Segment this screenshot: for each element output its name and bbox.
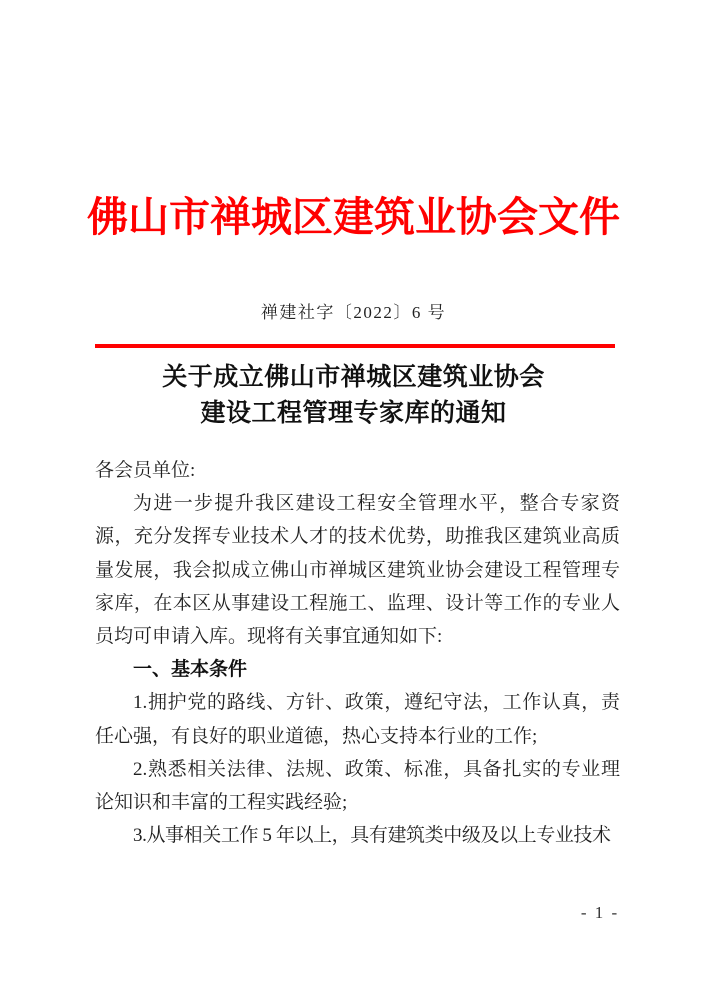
condition-item-1: 1.拥护党的路线、方针、政策，遵纪守法，工作认真，责任心强，有良好的职业道德，热心支持本行业的工作; [95, 692, 620, 747]
intro-paragraph: 为进一步提升我区建设工程安全管理水平，整合专家资源，充分发挥专业技术人才的技术优势，助推我区建筑业高质量发展，我会拟成立佛山市禅城区建筑业协会建设工程管理专家库，在本区从事建设工程施工、监理、设计等工作的专业人员均可申请入库。现将有关事宜通知如下: [95, 493, 620, 648]
salutation: 各会员单位: [95, 460, 196, 481]
red-divider-line [95, 344, 615, 348]
document-title-line1: 关于成立佛山市禅城区建筑业协会 [162, 364, 545, 391]
page-number: - 1 - [580, 903, 620, 922]
document-title [0, 360, 707, 432]
condition-item-2: 2.熟悉相关法律、法规、政策、标准，具备扎实的专业理论知识和丰富的工程实践经验; [95, 758, 620, 814]
red-header-org-title: 佛山市禅城区建筑业协会文件 [87, 194, 620, 240]
document-title-line2: 建设工程管理专家库的通知 [200, 400, 507, 427]
document-body [95, 454, 620, 852]
document-number: 禅建社字〔2022〕6 号 [260, 303, 447, 322]
condition-item-3: 3.从事相关工作 5 年以上，具有建筑类中级及以上专业技术 [133, 825, 611, 847]
section-heading-basic-conditions: 一、基本条件 [133, 659, 248, 681]
